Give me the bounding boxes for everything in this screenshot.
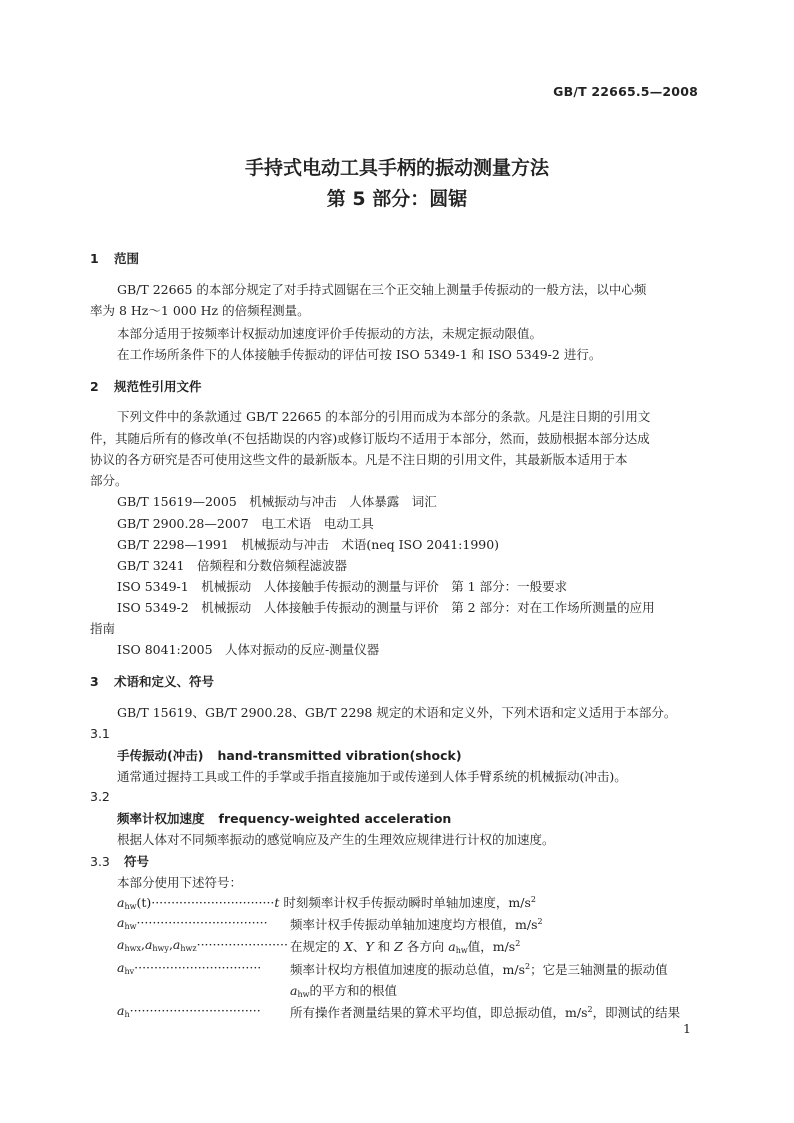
section-3-heading: 3 术语和定义、符号 — [90, 674, 215, 689]
symbol-ah-definition: 所有操作者测量结果的算术平均值，即总振动值，$m/s^2$，即测试的结果 — [290, 1004, 681, 1020]
standard-number: GB/T 22665.5—2008 — [553, 84, 698, 99]
symbol-ah: $a_h\cdot\cdot\cdot\cdot\cdot\cdot\cdot\cdot\cdot\cdot\cdot\cdot\cdot\cdot\cdot\cdot\cdot\cdot\cdot\cdot\cdot\cdot\cdot\cdot\cdot\cdot\cdot\cdot\cdot\cdot\cdot\cdot\cdot$ — [117, 1003, 261, 1019]
reference-item: GB/T 2900.28—2007 电工术语 电动工具 — [117, 516, 374, 531]
section-2-paragraph-cont-3: 部分。 — [90, 473, 128, 488]
reference-item: ISO 5349-2 机械振动 人体接触手传振动的测量与评价 第 2 部分：对在工作场所测量的应用 — [117, 600, 655, 615]
symbol-ahw-t: $a_{hw}(t)\cdot\cdot\cdot\cdot\cdot\cdot\cdot\cdot\cdot\cdot\cdot\cdot\cdot\cdot\cdot\cdot\cdot\cdot\cdot\cdot\cdot\cdot\cdot\cdot\cdot\cdot\cdot\cdot\cdot\cdot\cdot t$ 时刻频率计权手传振动瞬时单轴加速度，$m/s^2$ — [117, 894, 537, 911]
section-1-paragraph-1: GB/T 22665 的本部分规定了对手持式圆锯在三个正交轴上测量手传振动的一般方法，以中心频 — [117, 282, 647, 297]
symbol-ahv-definition: 频率计权均方根值加速度的振动总值，$m/s^2$；它是三轴测量的振动值 — [290, 961, 668, 977]
symbols-intro: 本部分使用下述符号： — [117, 875, 243, 890]
term-3-2-number: 3.2 — [90, 789, 110, 804]
section-1-heading: 1 范围 — [90, 251, 140, 266]
section-2-heading: 2 规范性引用文件 — [90, 379, 202, 394]
term-3-1-number: 3.1 — [90, 726, 110, 741]
page-title: 手持式电动工具手柄的振动测量方法 — [244, 157, 549, 179]
symbol-ahwx-definition: 在规定的 X、Y 和 Z 各方向 $a_{hw}$值，$m/s^2$ — [290, 938, 521, 955]
page-subtitle: 第 5 部分：圆锯 — [326, 188, 468, 210]
term-3-2-definition: 根据人体对不同频率振动的感觉响应及产生的生理效应规律进行计权的加速度。 — [117, 832, 555, 847]
term-3-2: 频率计权加速度 frequency-weighted acceleration — [117, 811, 452, 826]
term-3-1-definition: 通常通过握持工具或工件的手掌或手指直接施加于或传递到人体手臂系统的机械振动(冲击)。 — [117, 769, 627, 784]
reference-item: ISO 5349-1 机械振动 人体接触手传振动的测量与评价 第 1 部分：一般要求 — [117, 579, 568, 594]
term-3-3-heading: 3.3 符号 — [90, 854, 150, 869]
page-number: 1 — [683, 1021, 691, 1036]
reference-item: GB/T 2298—1991 机械振动与冲击 术语(neq ISO 2041:1990) — [117, 537, 500, 552]
term-3-1: 手传振动(冲击) hand-transmitted vibration(shock) — [117, 748, 462, 763]
symbol-ahv-definition-cont: $a_{hw}$的平方和的根值 — [290, 983, 397, 999]
symbol-ahv: $a_{hv}\cdot\cdot\cdot\cdot\cdot\cdot\cdot\cdot\cdot\cdot\cdot\cdot\cdot\cdot\cdot\cdot\cdot\cdot\cdot\cdot\cdot\cdot\cdot\cdot\cdot\cdot\cdot\cdot\cdot\cdot\cdot\cdot$ — [117, 960, 262, 976]
reference-item: ISO 8041:2005 人体对振动的反应-测量仪器 — [117, 642, 380, 657]
section-1-paragraph-2: 本部分适用于按频率计权振动加速度评价手传振动的方法，未规定振动限值。 — [117, 326, 543, 341]
reference-item: GB/T 3241 倍频程和分数倍频程滤波器 — [117, 558, 348, 573]
section-1-paragraph-3: 在工作场所条件下的人体接触手传振动的评估可按 ISO 5349-1 和 ISO 5349-2 进行。 — [117, 347, 602, 362]
section-2-paragraph-cont-2: 协议的各方研究是否可使用这些文件的最新版本。凡是不注日期的引用文件，其最新版本适用于本 — [90, 452, 628, 467]
symbol-ahw: $a_{hw}\cdot\cdot\cdot\cdot\cdot\cdot\cdot\cdot\cdot\cdot\cdot\cdot\cdot\cdot\cdot\cdot\cdot\cdot\cdot\cdot\cdot\cdot\cdot\cdot\cdot\cdot\cdot\cdot\cdot\cdot\cdot\cdot\cdot$ — [117, 915, 268, 931]
section-1-paragraph-1-cont: 率为 8 Hz～1 000 Hz 的倍频程测量。 — [90, 303, 310, 318]
section-2-paragraph-cont-1: 件，其随后所有的修改单(不包括勘误的内容)或修订版均不适用于本部分，然而，鼓励根据本部分达成 — [90, 431, 650, 446]
symbol-ahw-definition: 频率计权手传振动单轴加速度均方根值，$m/s^2$ — [290, 916, 543, 932]
reference-item: GB/T 15619—2005 机械振动与冲击 人体暴露 词汇 — [117, 494, 437, 509]
symbol-ahwx-ahwy-ahwz: $a_{hwx},a_{hwy},a_{hwz}\cdot\cdot\cdot\cdot\cdot\cdot\cdot\cdot\cdot\cdot\cdot\cdot\cdot\cdot\cdot\cdot\cdot\cdot\cdot\cdot\cdot\cdot\cdot$ — [117, 937, 288, 953]
reference-item-cont: 指南 — [90, 621, 116, 636]
section-2-paragraph: 下列文件中的条款通过 GB/T 22665 的本部分的引用而成为本部分的条款。凡是注日期的引用文 — [117, 409, 651, 424]
section-3-paragraph: GB/T 15619、GB/T 2900.28、GB/T 2298 规定的术语和定义外，下列术语和定义适用于本部分。 — [117, 705, 677, 720]
